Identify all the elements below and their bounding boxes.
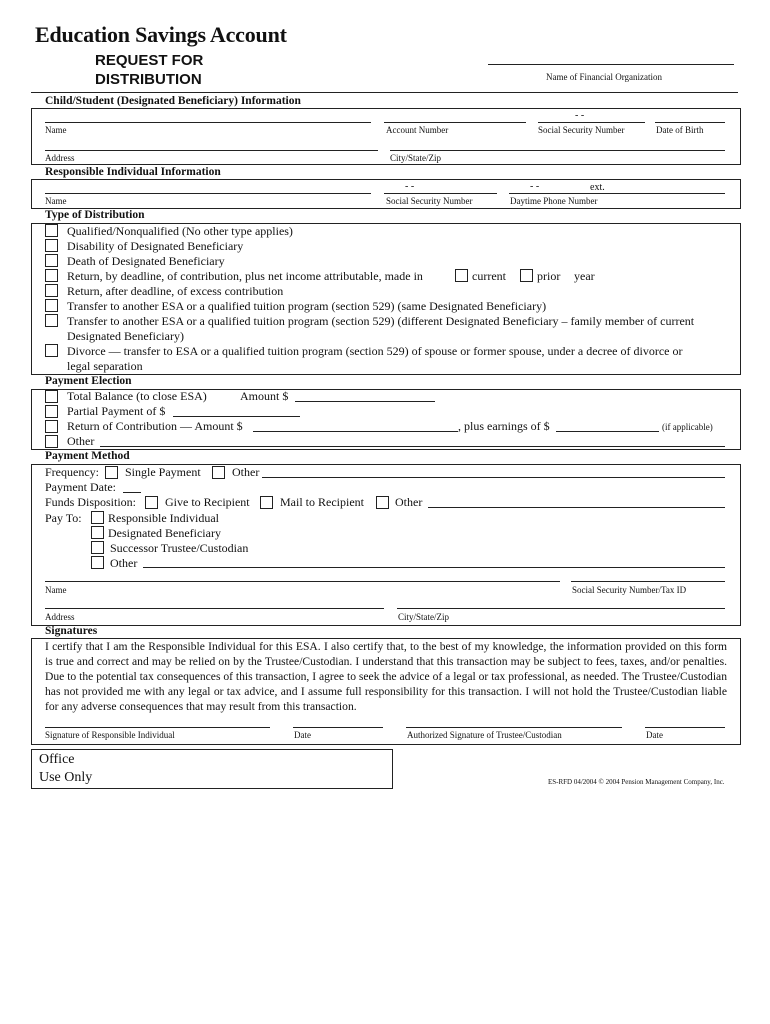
trustee-signature-field[interactable] xyxy=(406,727,622,728)
funds-give-label: Give to Recipient xyxy=(165,495,250,509)
child-account-label: Account Number xyxy=(386,125,449,135)
child-account-field[interactable] xyxy=(384,122,526,123)
office-use-line2: Use Only xyxy=(39,770,93,785)
type-current-year-label: current xyxy=(472,269,506,283)
payment-total-checkbox[interactable] xyxy=(45,390,58,403)
frequency-other-label: Other xyxy=(232,465,260,479)
child-ssn-field[interactable] xyxy=(538,122,645,123)
type-year-label: year xyxy=(574,269,595,283)
payee-address-field[interactable] xyxy=(45,608,384,609)
responsible-section-heading: Responsible Individual Information xyxy=(45,166,221,178)
responsible-ssn-field[interactable] xyxy=(384,193,497,194)
payto-other-label: Other xyxy=(110,556,138,570)
funds-mail-checkbox[interactable] xyxy=(260,496,273,509)
type-prior-year-label: prior xyxy=(537,269,561,283)
type-divorce-label-2: legal separation xyxy=(67,359,143,373)
frequency-single-checkbox[interactable] xyxy=(105,466,118,479)
payment-partial-checkbox[interactable] xyxy=(45,405,58,418)
frequency-label: Frequency: xyxy=(45,465,99,479)
frequency-other-checkbox[interactable] xyxy=(212,466,225,479)
type-current-year-checkbox[interactable] xyxy=(455,269,468,282)
type-transfer-different-checkbox[interactable] xyxy=(45,314,58,327)
certification-text: I certify that I am the Responsible Individual for this ESA. I also certify that, to the best of my knowledge, the information provided on this form is true and correct and may be relied on by the Trustee/Custodian. I understand that this transaction may be subject to fees, taxes, and/or penalties. Due to the potential tax consequences of this transaction, I agree to seek the advice of a legal or tax professional, as needed. The Trustee/Custodian has not provided me with any legal or tax advice, and I assume full responsibility for this transaction. I will not hold the Trustee/Custodian liable for any adverse consequences that may result from this transaction. xyxy=(45,640,727,713)
payee-address-label: Address xyxy=(45,612,75,622)
payment-return-label: Return of Contribution — Amount $ xyxy=(67,419,243,433)
responsible-name-field[interactable] xyxy=(45,193,371,194)
trustee-date-field[interactable] xyxy=(645,727,725,728)
payto-other-checkbox[interactable] xyxy=(91,556,104,569)
child-city-field[interactable] xyxy=(390,150,725,151)
responsible-date-label: Date xyxy=(294,730,311,740)
payee-ssn-label: Social Security Number/Tax ID xyxy=(572,585,687,595)
pay-to-label: Pay To: xyxy=(45,511,82,525)
type-transfer-different-label: Transfer to another ESA or a qualified tuition program (section 529) (different Designated Beneficiary – family member of current xyxy=(67,314,695,328)
type-qualified-label: Qualified/Nonqualified (No other type applies) xyxy=(67,224,293,238)
payto-beneficiary-checkbox[interactable] xyxy=(91,526,104,539)
type-disability-checkbox[interactable] xyxy=(45,239,58,252)
payment-section-heading: Payment Election xyxy=(45,375,132,387)
payto-other-field[interactable] xyxy=(143,567,725,568)
payto-trustee-checkbox[interactable] xyxy=(91,541,104,554)
child-dob-field[interactable] xyxy=(655,122,725,123)
type-divorce-checkbox[interactable] xyxy=(45,344,58,357)
type-qualified-checkbox[interactable] xyxy=(45,224,58,237)
child-dob-label: Date of Birth xyxy=(656,125,704,135)
method-section-heading: Payment Method xyxy=(45,450,130,462)
type-return-deadline-label: Return, by deadline, of contribution, plus net income attributable, made in xyxy=(67,269,423,283)
payment-other-label: Other xyxy=(67,434,95,448)
responsible-phone-field[interactable] xyxy=(509,193,725,194)
payment-earnings-field[interactable] xyxy=(556,431,659,432)
payee-name-label: Name xyxy=(45,585,67,595)
financial-org-field[interactable] xyxy=(488,64,734,65)
child-ssn-label: Social Security Number xyxy=(538,125,625,135)
frequency-other-field[interactable] xyxy=(262,477,725,478)
type-prior-year-checkbox[interactable] xyxy=(520,269,533,282)
child-name-field[interactable] xyxy=(45,122,371,123)
form-subtitle-line1: REQUEST FOR xyxy=(95,52,204,69)
type-return-after-checkbox[interactable] xyxy=(45,284,58,297)
responsible-ssn-dashes: - - xyxy=(405,181,415,192)
child-ssn-dashes: - - xyxy=(575,110,585,121)
payto-beneficiary-label: Designated Beneficiary xyxy=(108,526,221,540)
office-use-line1: Office xyxy=(39,752,75,767)
payment-other-checkbox[interactable] xyxy=(45,435,58,448)
child-address-label: Address xyxy=(45,153,75,163)
responsible-phone-label: Daytime Phone Number xyxy=(510,196,598,206)
trustee-signature-label: Authorized Signature of Trustee/Custodian xyxy=(407,730,562,740)
type-return-after-label: Return, after deadline, of excess contribution xyxy=(67,284,284,298)
responsible-ext-label: ext. xyxy=(590,182,605,193)
payment-total-amount-label: Amount $ xyxy=(240,389,289,403)
payment-date-field[interactable] xyxy=(123,492,141,493)
payment-partial-amount-field[interactable] xyxy=(173,416,300,417)
type-transfer-same-label: Transfer to another ESA or a qualified tuition program (section 529) (same Designated Beneficiary) xyxy=(67,299,547,313)
funds-mail-label: Mail to Recipient xyxy=(280,495,364,509)
payment-return-checkbox[interactable] xyxy=(45,420,58,433)
child-section-box xyxy=(31,108,741,165)
responsible-phone-dashes: - - xyxy=(530,181,540,192)
responsible-signature-field[interactable] xyxy=(45,727,270,728)
payment-partial-label: Partial Payment of $ xyxy=(67,404,166,418)
responsible-signature-label: Signature of Responsible Individual xyxy=(45,730,175,740)
responsible-name-label: Name xyxy=(45,196,67,206)
payment-return-amount-field[interactable] xyxy=(253,431,458,432)
payment-total-amount-field[interactable] xyxy=(295,401,435,402)
frequency-single-label: Single Payment xyxy=(125,465,201,479)
type-death-checkbox[interactable] xyxy=(45,254,58,267)
type-return-deadline-checkbox[interactable] xyxy=(45,269,58,282)
responsible-ssn-label: Social Security Number xyxy=(386,196,473,206)
funds-other-label: Other xyxy=(395,495,423,509)
responsible-date-field[interactable] xyxy=(293,727,383,728)
child-address-field[interactable] xyxy=(45,150,378,151)
header-rule xyxy=(31,92,738,93)
payto-trustee-label: Successor Trustee/Custodian xyxy=(110,541,249,555)
funds-disposition-label: Funds Disposition: xyxy=(45,495,137,509)
funds-other-checkbox[interactable] xyxy=(376,496,389,509)
payee-ssn-field[interactable] xyxy=(571,581,725,582)
form-footer: ES-RFD 04/2004 © 2004 Pension Management Company, Inc. xyxy=(548,778,725,786)
payment-if-applicable: (if applicable) xyxy=(662,422,713,432)
payment-total-label: Total Balance (to close ESA) xyxy=(67,389,207,403)
form-title: Education Savings Account xyxy=(35,22,287,47)
payto-responsible-label: Responsible Individual xyxy=(108,511,219,525)
child-name-label: Name xyxy=(45,125,67,135)
type-section-heading: Type of Distribution xyxy=(45,209,145,221)
payto-responsible-checkbox[interactable] xyxy=(91,511,104,524)
payee-name-field[interactable] xyxy=(45,581,560,582)
form-subtitle-line2: DISTRIBUTION xyxy=(95,71,202,88)
payee-city-label: City/State/Zip xyxy=(398,612,449,622)
payee-city-field[interactable] xyxy=(397,608,725,609)
type-death-label: Death of Designated Beneficiary xyxy=(67,254,225,268)
type-divorce-label: Divorce — transfer to ESA or a qualified tuition program (section 529) of spouse or former spouse, under a decree of divorce or xyxy=(67,344,683,358)
signatures-section-heading: Signatures xyxy=(45,625,98,637)
payment-date-label: Payment Date: xyxy=(45,480,116,494)
type-transfer-different-label-2: Designated Beneficiary) xyxy=(67,329,184,343)
type-disability-label: Disability of Designated Beneficiary xyxy=(67,239,244,253)
child-city-label: City/State/Zip xyxy=(390,153,441,163)
payment-other-field[interactable] xyxy=(100,446,725,447)
funds-give-checkbox[interactable] xyxy=(145,496,158,509)
trustee-date-label: Date xyxy=(646,730,663,740)
child-section-heading: Child/Student (Designated Beneficiary) Information xyxy=(45,95,301,107)
financial-org-label: Name of Financial Organization xyxy=(546,72,663,82)
payment-earnings-label: , plus earnings of $ xyxy=(458,419,550,433)
type-transfer-same-checkbox[interactable] xyxy=(45,299,58,312)
funds-other-field[interactable] xyxy=(428,507,725,508)
